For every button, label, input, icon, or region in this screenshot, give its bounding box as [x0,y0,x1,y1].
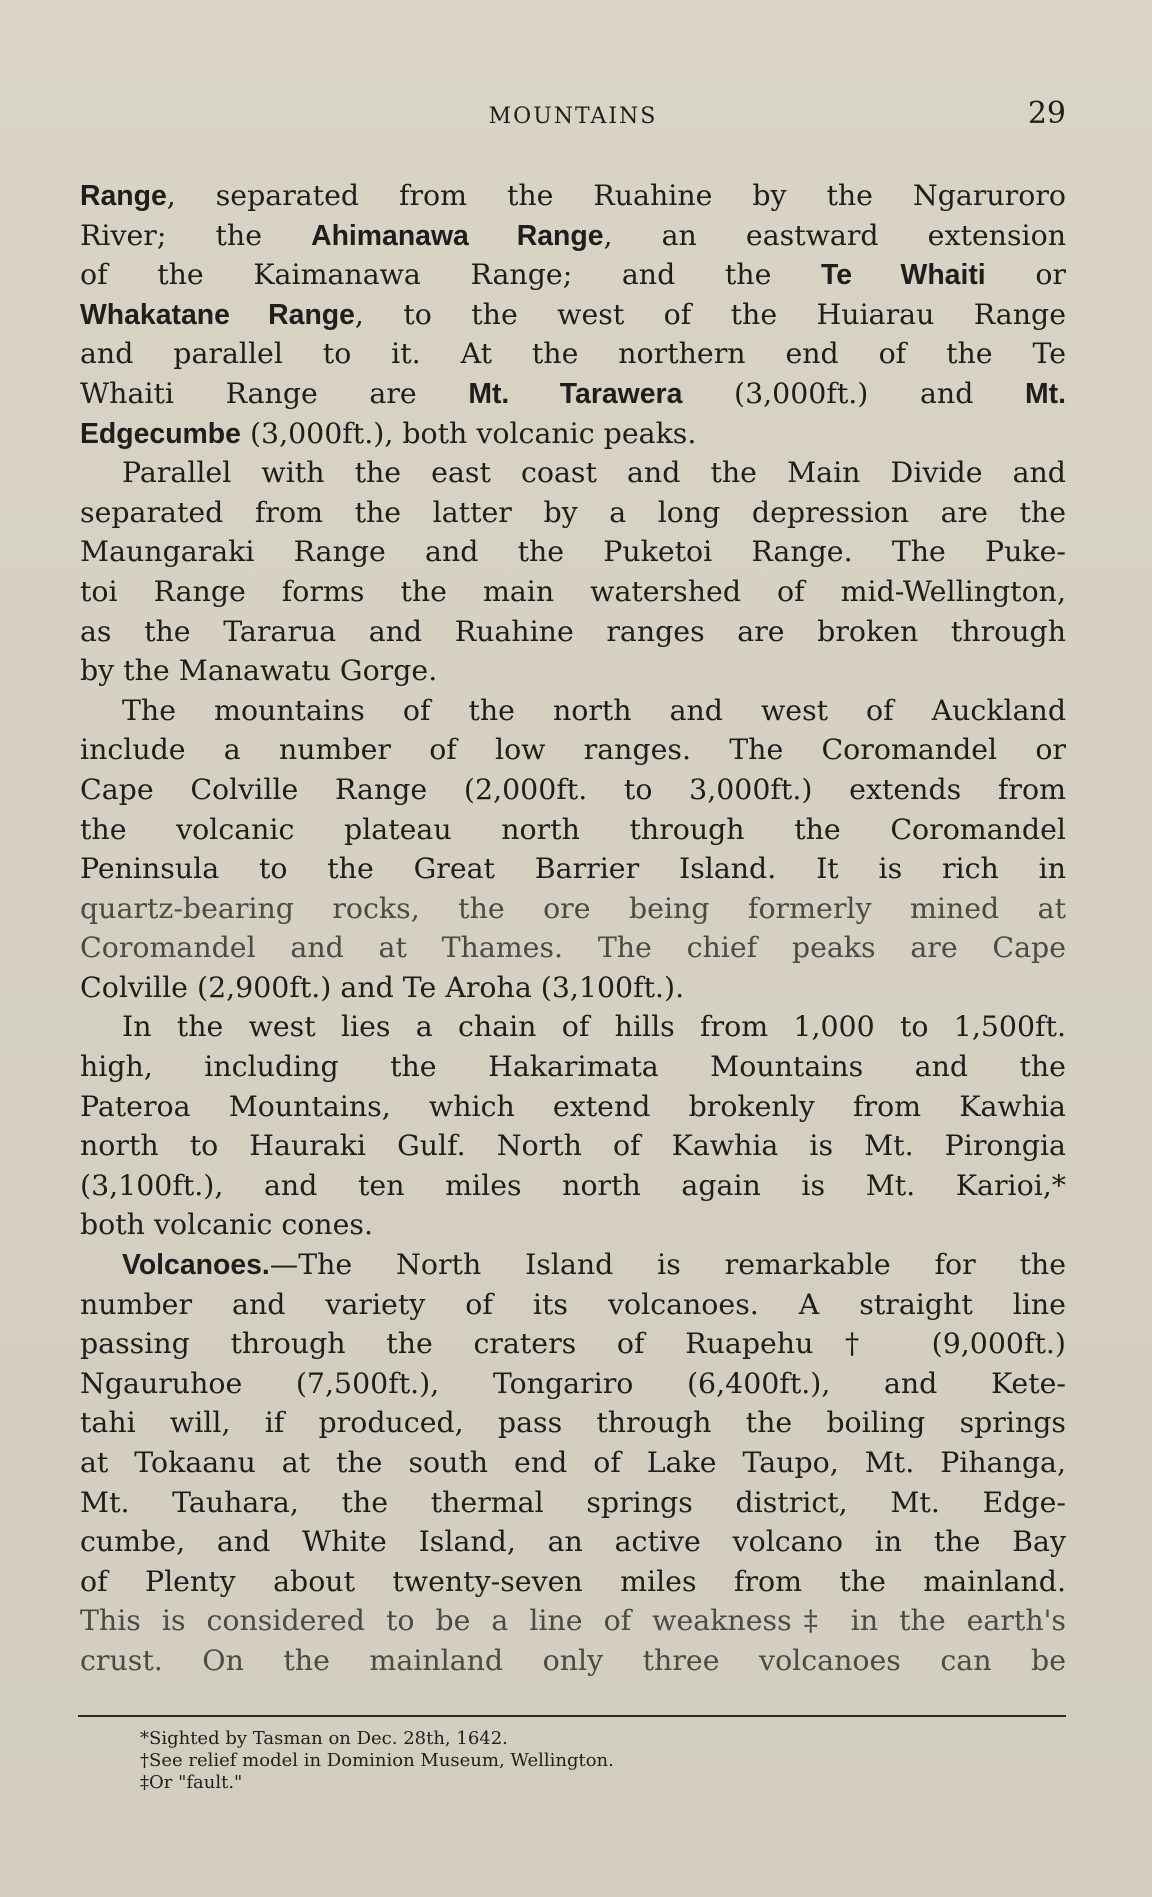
text-run: of the Kaimanawa Range; and the [80,258,822,292]
text-line: separated from the latter by a long depression are the [80,495,1066,529]
text-line: tahi will, if produced, pass through the boiling springs [80,1406,1066,1440]
text-line: Coromandel and at Thames. The chief peaks are Cape [80,931,1066,965]
text-line [80,1245,1066,1285]
bold-term: Ahimanawa Range [311,219,604,252]
text-line [80,414,1066,454]
text-line: Cape Colville Range (2,000ft. to 3,000ft.) extends from [80,772,1066,806]
text-run: —The North Island is remarkable for the [269,1248,1066,1282]
text-run: , to the west of the Huiarau Range [354,297,1066,331]
section-heading: Volcanoes. [122,1249,270,1282]
text-line: This is considered to be a line of weakness‡ in the earth's [80,1604,1066,1638]
text-line: of Plenty about twenty-seven miles from the mainland. [80,1564,1066,1598]
text-line: Ngauruhoe (7,500ft.), Tongariro (6,400ft.), and Kete- [80,1366,1066,1400]
text-line: Peninsula to the Great Barrier Island. It is rich in [80,852,1066,886]
text-line: high, including the Hakarimata Mountains and the [80,1050,1066,1084]
text-line: north to Hauraki Gulf. North of Kawhia is Mt. Pirongia [80,1129,1066,1163]
footnote: ‡Or "fault." [140,1772,243,1793]
bold-term: Range [80,180,167,212]
text-line [80,176,1066,216]
text-line: as the Tararua and Ruahine ranges are broken through [80,614,1066,648]
text-run: or [985,258,1066,292]
body-text [80,176,1066,1681]
text-line: Parallel with the east coast and the Main Divide and [122,456,1066,490]
text-line: cumbe, and White Island, an active volcano in the Bay [80,1525,1066,1559]
footnote: *Sighted by Tasman on Dec. 28th, 1642. [140,1728,508,1749]
bold-term: Edgecumbe [80,417,241,450]
text-line [80,255,1066,295]
text-line: by the Manawatu Gorge. [80,654,438,688]
footnote-rule [78,1715,1066,1717]
text-line: toi Range forms the main watershed of mid-Wellington, [80,574,1066,608]
text-line: Mt. Tauhara, the thermal springs district, Mt. Edge- [80,1485,1066,1519]
text-line: crust. On the mainland only three volcanoes can be [80,1643,1066,1677]
text-run: , an eastward extension [603,218,1066,252]
bold-term: Whakatane Range [80,298,355,331]
text-line: both volcanic cones. [80,1208,373,1242]
page-header [80,96,1066,140]
text-line: number and variety of its volcanoes. A straight line [80,1287,1066,1321]
bold-term: Te Whaiti [821,259,986,292]
text-line: and parallel to it. At the northern end of the Te [80,337,1066,371]
text-run: , separated from the Ruahine by the Ngaruroro [166,179,1066,212]
footnote: †See relief model in Dominion Museum, Wellington. [140,1750,614,1771]
text-run: (3,000ft.), both volcanic peaks. [240,416,697,450]
text-line [80,374,1066,414]
page-number: 29 [1027,96,1066,131]
bold-term: Mt. [1024,377,1066,410]
running-head: MOUNTAINS [488,104,658,129]
text-run: Whaiti Range are [80,376,469,410]
text-line: Maungaraki Range and the Puketoi Range. The Puke- [80,535,1066,569]
text-line: the volcanic plateau north through the Coromandel [80,812,1066,846]
text-line: (3,100ft.), and ten miles north again is Mt. Karioi,* [80,1168,1066,1202]
text-line [80,216,1066,256]
text-line: In the west lies a chain of hills from 1,000 to 1,500ft. [122,1010,1066,1044]
text-line: Colville (2,900ft.) and Te Aroha (3,100ft.). [80,970,685,1004]
text-line: at Tokaanu at the south end of Lake Taupo, Mt. Pihanga, [80,1446,1066,1479]
footnotes [140,1728,900,1794]
text-line: Pateroa Mountains, which extend brokenly from Kawhia [80,1089,1066,1123]
text-line: The mountains of the north and west of Auckland [122,693,1066,727]
text-run: (3,000ft.) and [682,376,1025,410]
text-line: passing through the craters of Ruapehu† (9,000ft.) [80,1327,1066,1361]
bold-term: Mt. Tarawera [468,377,683,410]
text-line [80,295,1066,335]
text-line: quartz-bearing rocks, the ore being formerly mined at [80,891,1066,925]
text-line: include a number of low ranges. The Coromandel or [80,733,1066,767]
text-run: River; the [80,218,312,252]
